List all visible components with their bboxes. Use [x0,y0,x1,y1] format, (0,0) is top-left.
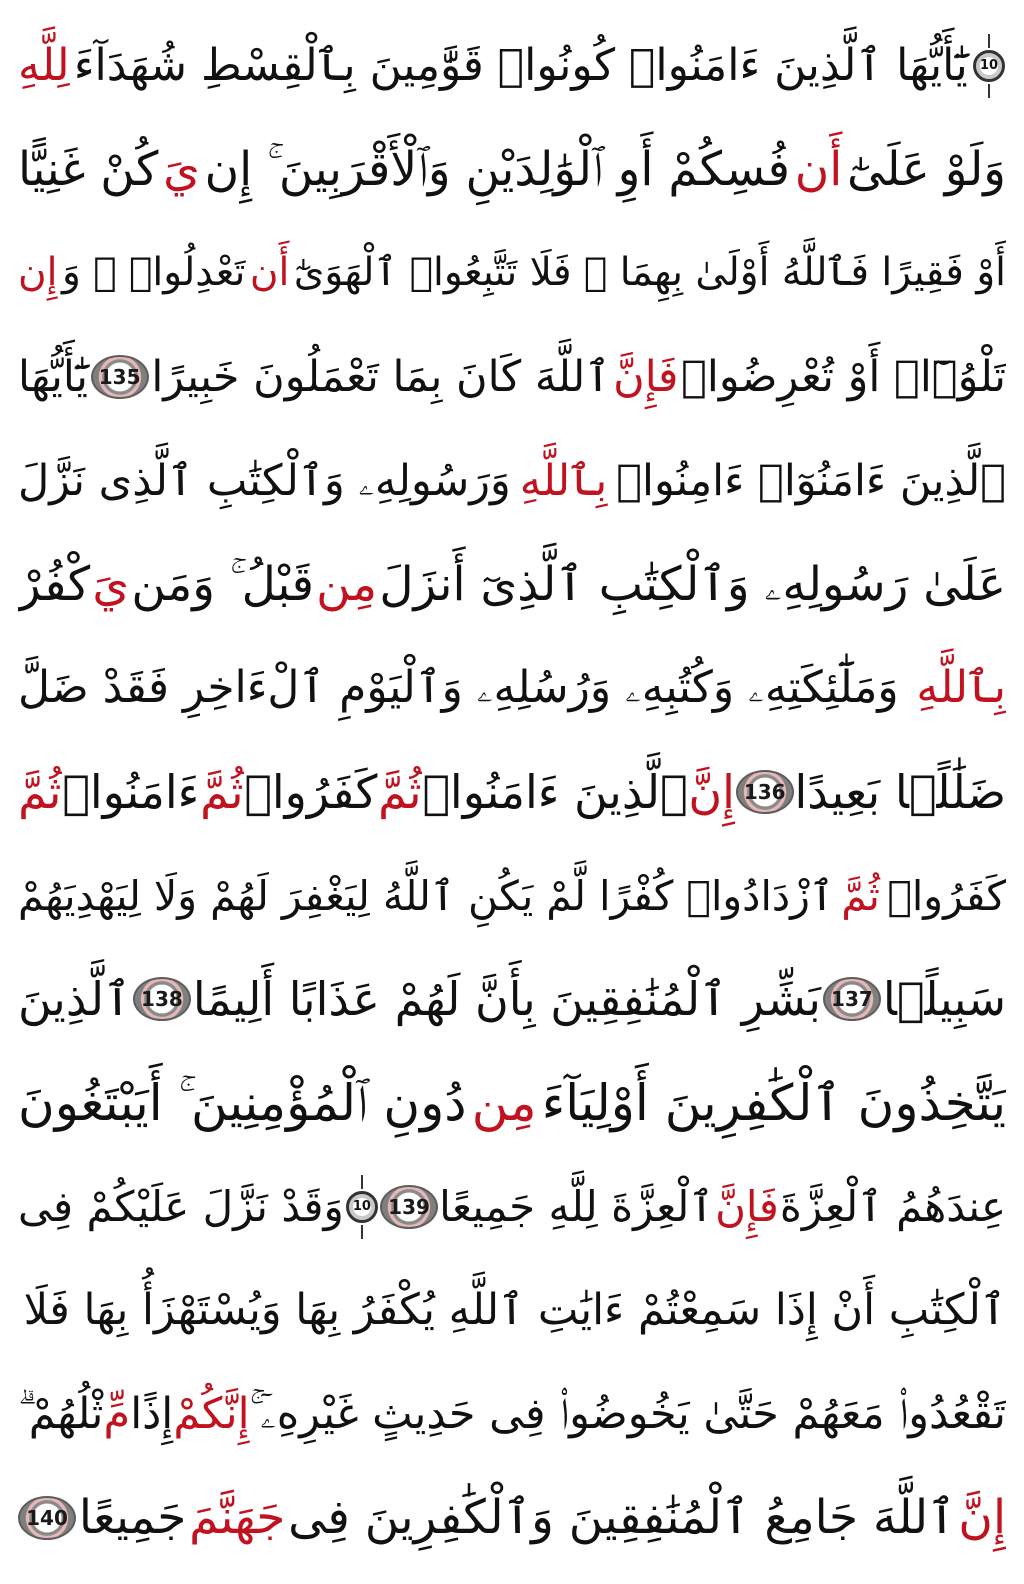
verse-text: كْفُرْ [18,556,91,612]
verse-number-marker [823,977,881,1021]
verse-text: وَلَوْ عَلَىٰٓ [846,141,1006,197]
verse-text: تَعْدِلُوا۟ ۚ وَ [61,250,246,296]
highlighted-word: ثُمَّ [200,764,244,819]
text-line [18,638,1006,738]
verse-number-marker [133,977,191,1021]
verse-text: ءَامَنُوا۟ [62,764,200,819]
verse-text: ٱلَّذِينَ ءَامَنُوا۟ [422,764,688,819]
verse-text: يَٰٓأَيُّهَا [18,352,88,403]
hizb-number: 10 [979,58,999,73]
highlighted-word: بِٱللَّهِ [519,455,608,506]
highlighted-word: جَهَنَّمَ [189,1489,286,1545]
verse-number: 137 [831,987,873,1012]
verse-text: عَلَىٰ رَسُولِهِۦ وَٱلْكِتَٰبِ ٱلَّذِىٓ أَنزَلَ [379,556,1006,612]
verse-text: تَقْعُدُوا۟ مَعَهُمْ حَتَّىٰ يَخُوضُوا۟ فِى حَدِيثٍ غَيْرِهِۦٓ ۚ [249,1389,1006,1440]
verse-number-marker [18,1496,76,1540]
verse-number: 135 [98,365,141,390]
verse-number: 138 [141,987,183,1012]
hizb-number: 10 [352,1198,371,1214]
verse-text: كَفَرُوا۟ [244,764,378,819]
text-line [18,223,1006,323]
highlighted-word: أَن [249,250,290,296]
highlighted-word: يَ [92,556,130,612]
verse-number: 136 [743,779,786,804]
verse-text: وَرَسُولِهِۦ وَٱلْكِتَٰبِ ٱلَّذِى نَزَّلَ [18,455,511,506]
text-line [18,327,1006,427]
highlighted-word: مِن [471,1074,537,1133]
mushaf-page [18,16,1006,1568]
text-line [18,1053,1006,1153]
hizb-marker-ring [346,1191,378,1223]
verse-text: يَٰٓأَيُّهَا ٱلَّذِينَ ءَامَنُوا۟ كُونُوا۟ قَوَّٰمِينَ بِٱلْقِسْطِ شُهَدَآءَ [73,40,968,91]
verse-number-marker [736,770,794,814]
hizb-marker-icon [972,34,1006,98]
verse-text: أَوْ فَقِيرًا فَٱللَّهُ أَوْلَىٰ بِهِمَا ۖ فَلَا تَتَّبِعُوا۟ ٱلْهَوَىٰٓ [293,250,1006,296]
verse-text: سَبِيلًۢا [882,972,1006,1027]
verse-text: بَشِّرِ ٱلْمُنَٰفِقِينَ بِأَنَّ لَهُمْ عَذَابًا أَلِيمًا [192,972,821,1027]
verse-text: ثْلُهُمْ ۗ [18,1389,104,1440]
text-line [18,431,1006,531]
verse-text: ٱلَّذِينَ [18,972,131,1027]
highlighted-word: ثُمَّ [841,871,880,920]
verse-text: تَلْوُۥٓا۟ أَوْ تُعْرِضُوا۟ [681,352,1006,403]
verse-text: كُنْ غَنِيًّا [18,141,159,197]
highlighted-word: ثُمَّ [18,764,62,819]
highlighted-word: يَ [163,141,200,197]
verse-text: ٱلَّذِينَ ءَامَنُوٓا۟ ءَامِنُوا۟ [616,455,1006,506]
highlighted-word: إِنَّ [958,1489,1006,1545]
highlighted-word: فَإِنَّ [613,352,679,403]
highlighted-word: إِنَّكُمْ [173,1389,250,1440]
text-line [18,1468,1006,1568]
text-line [18,742,1006,842]
verse-text: ٱللَّهَ كَانَ بِمَا تَعْمَلُونَ خَبِيرًا [151,352,611,403]
highlighted-word: ثُمَّ [378,764,422,819]
verse-text: فُسِكُمْ أَوِ ٱلْوَٰلِدَيْنِ وَٱلْأَقْرَبِينَ ۚ إِن [204,141,790,197]
verse-text: ٱلْكِتَٰبِ أَنْ إِذَا سَمِعْتُمْ ءَايَٰتِ ٱللَّهِ يُكْفَرُ بِهَا وَيُسْتَهْزَأُ بِهَا فَلَا [23,1285,1006,1336]
text-line [18,120,1006,220]
text-line [18,949,1006,1049]
hizb-marker-ring [973,50,1005,82]
text-line [18,1260,1006,1360]
verse-text: إِذًا [130,1389,174,1440]
text-line [18,846,1006,946]
verse-text: دُونِ ٱلْمُؤْمِنِينَ ۚ أَيَبْتَغُونَ [18,1074,467,1133]
verse-text: كَفَرُوا۟ [887,871,1006,920]
highlighted-word: مِّ [103,1389,131,1440]
highlighted-word: إِن [18,250,58,296]
highlighted-word: مِن [316,556,378,612]
text-line [18,535,1006,635]
verse-text: ضَلَٰلًۢا بَعِيدًا [794,764,1006,819]
highlighted-word: فَإِنَّ [715,1181,779,1231]
highlighted-word: إِنَّ [688,764,735,819]
verse-text: جَمِيعًا [78,1489,187,1545]
verse-text: ٱزْدَادُوا۟ كُفْرًا لَّمْ يَكُنِ ٱللَّهُ لِيَغْفِرَ لَهُمْ وَلَا لِيَهْدِيَهُمْ [18,871,834,920]
verse-text: وَقَدْ نَزَّلَ عَلَيْكُمْ فِى [18,1181,344,1231]
verse-number-marker [380,1185,438,1229]
verse-text: قَبْلُ ۚ وَمَن [131,556,314,612]
verse-text: ٱللَّهَ جَامِعُ ٱلْمُنَٰفِقِينَ وَٱلْكَٰفِرِينَ فِى [288,1489,956,1545]
verse-text: وَمَلَٰٓئِكَتِهِۦ وَكُتُبِهِۦ وَرُسُلِهِۦ وَٱلْيَوْمِ ٱلْءَاخِرِ فَقَدْ ضَلَّ [18,662,899,714]
verse-text: يَتَّخِذُونَ ٱلْكَٰفِرِينَ أَوْلِيَآءَ [541,1074,1006,1133]
text-line [18,16,1006,116]
hizb-marker-icon [345,1175,379,1239]
verse-text: عِندَهُمُ ٱلْعِزَّةَ [779,1181,1006,1231]
verse-number-marker [91,355,149,399]
highlighted-word: بِٱللَّهِ [916,662,1006,714]
verse-number: 139 [388,1194,430,1219]
highlighted-word: أَن [794,141,843,197]
text-line [18,1157,1006,1257]
text-line [18,1364,1006,1464]
verse-text: ٱلْعِزَّةَ لِلَّهِ جَمِيعًا [439,1181,714,1231]
verse-number: 140 [26,1505,68,1530]
highlighted-word: لِلَّهِ [18,40,70,91]
